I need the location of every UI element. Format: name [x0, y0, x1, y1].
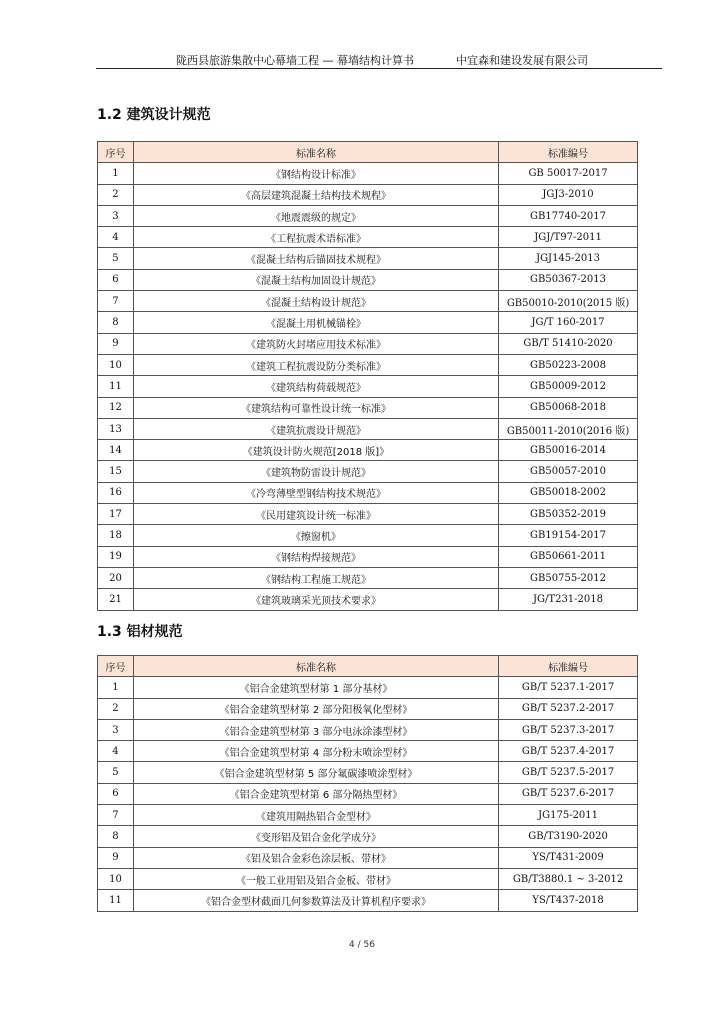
standard-name: 《铝合金型材截面几何参数算法及计算机程序要求》 [133, 890, 498, 911]
row-number: 14 [98, 440, 134, 461]
table-row [98, 677, 638, 698]
page-number: 4 / 56 [349, 940, 375, 950]
row-number: 4 [98, 227, 134, 248]
standard-name: 《铝合金建筑型材第 1 部分基材》 [133, 677, 498, 698]
table-row [98, 525, 638, 546]
row-number: 10 [98, 868, 134, 889]
standard-name: 《建筑物防雷设计规范》 [133, 461, 498, 482]
table-row [98, 847, 638, 868]
table-row [98, 269, 638, 290]
standard-code: GB19154-2017 [499, 525, 638, 546]
row-number: 10 [98, 354, 134, 375]
standard-code: GB50011-2010(2016 版) [499, 418, 638, 439]
standard-code: GB/T 5237.1-2017 [499, 677, 638, 698]
building-codes-table [97, 141, 638, 611]
standard-code: GB/T 5237.3-2017 [499, 719, 638, 740]
standard-code: JG/T231-2018 [499, 589, 638, 610]
row-number: 4 [98, 741, 134, 762]
table-row [98, 333, 638, 354]
standard-code: GB50018-2002 [499, 482, 638, 503]
standard-name: 《工程抗震术语标准》 [133, 227, 498, 248]
standard-name: 《冷弯薄壁型钢结构技术规范》 [133, 482, 498, 503]
table-row [98, 719, 638, 740]
standard-name: 《建筑设计防火规范[2018 版]》 [133, 440, 498, 461]
standard-name: 《钢结构焊接规范》 [133, 546, 498, 567]
table-row [98, 741, 638, 762]
section-title-aluminum-codes: 1.3 铝材规范 [97, 624, 183, 640]
row-number: 9 [98, 847, 134, 868]
table-row [98, 418, 638, 439]
standard-code: JG/T 160-2017 [499, 312, 638, 333]
standard-name: 《建筑结构荷载规范》 [133, 376, 498, 397]
table-row [98, 890, 638, 911]
standard-name: 《铝合金建筑型材第 3 部分电泳涂漆型材》 [133, 719, 498, 740]
row-number: 2 [98, 698, 134, 719]
standard-code: GB/T 5237.2-2017 [499, 698, 638, 719]
table-header-row [98, 142, 638, 163]
standard-name: 《混凝土结构设计规范》 [133, 291, 498, 312]
standard-code: GB50755-2012 [499, 567, 638, 588]
standard-name: 《擦窗机》 [133, 525, 498, 546]
standard-code: GB17740-2017 [499, 205, 638, 226]
aluminum-codes-table [97, 655, 638, 912]
row-number: 6 [98, 783, 134, 804]
row-number: 13 [98, 418, 134, 439]
row-number: 15 [98, 461, 134, 482]
row-number: 16 [98, 482, 134, 503]
table-row [98, 205, 638, 226]
company-name: 中宜森和建设发展有限公司 [456, 54, 588, 67]
document-title: 陇西县旅游集散中心幕墙工程 — 幕墙结构计算书 [176, 54, 414, 67]
table-row [98, 184, 638, 205]
standard-code: GB/T3880.1 ~ 3-2012 [499, 868, 638, 889]
standard-name: 《钢结构设计标准》 [133, 163, 498, 184]
standard-name: 《铝合金建筑型材第 4 部分粉末喷涂型材》 [133, 741, 498, 762]
standard-name: 《混凝土结构后锚固技术规程》 [133, 248, 498, 269]
row-number: 19 [98, 546, 134, 567]
standard-name: 《高层建筑混凝土结构技术规程》 [133, 184, 498, 205]
standard-code: YS/T431-2009 [499, 847, 638, 868]
table-row [98, 482, 638, 503]
standard-name: 《民用建筑设计统一标准》 [133, 504, 498, 525]
column-header-name: 标准名称 [133, 142, 498, 163]
standard-code: GB/T 5237.5-2017 [499, 762, 638, 783]
table-row [98, 762, 638, 783]
standard-name: 《钢结构工程施工规范》 [133, 567, 498, 588]
table-row [98, 461, 638, 482]
table-row [98, 546, 638, 567]
table-row [98, 567, 638, 588]
row-number: 3 [98, 719, 134, 740]
standard-name: 《铝及铝合金彩色涂层板、带材》 [133, 847, 498, 868]
table-row [98, 868, 638, 889]
section-title-building-codes: 1.2 建筑设计规范 [97, 107, 211, 123]
row-number: 1 [98, 677, 134, 698]
row-number: 3 [98, 205, 134, 226]
row-number: 7 [98, 291, 134, 312]
standard-name: 《变形铝及铝合金化学成分》 [133, 826, 498, 847]
table-row [98, 291, 638, 312]
standard-name: 《建筑防火封堵应用技术标准》 [133, 333, 498, 354]
standard-code: GB50010-2010(2015 版) [499, 291, 638, 312]
table-row [98, 354, 638, 375]
table-row [98, 376, 638, 397]
row-number: 21 [98, 589, 134, 610]
table-row [98, 440, 638, 461]
standard-code: GB50223-2008 [499, 354, 638, 375]
row-number: 11 [98, 376, 134, 397]
standard-code: JGJ3-2010 [499, 184, 638, 205]
page-header [96, 52, 662, 69]
standard-name: 《地震震级的规定》 [133, 205, 498, 226]
table-row [98, 397, 638, 418]
standard-name: 《建筑玻璃采光顶技术要求》 [133, 589, 498, 610]
row-number: 5 [98, 762, 134, 783]
row-number: 12 [98, 397, 134, 418]
standard-name: 《一般工业用铝及铝合金板、带材》 [133, 868, 498, 889]
standard-code: GB/T 5237.4-2017 [499, 741, 638, 762]
column-header-no: 序号 [98, 656, 134, 677]
standard-code: JG175-2011 [499, 805, 638, 826]
standard-code: JGJ/T97-2011 [499, 227, 638, 248]
column-header-code: 标准编号 [499, 142, 638, 163]
row-number: 8 [98, 312, 134, 333]
standard-code: GB50352-2019 [499, 504, 638, 525]
table-row [98, 589, 638, 610]
row-number: 8 [98, 826, 134, 847]
standard-name: 《建筑抗震设计规范》 [133, 418, 498, 439]
standard-code: GB/T3190-2020 [499, 826, 638, 847]
standard-code: GB/T 5237.6-2017 [499, 783, 638, 804]
standard-code: GB/T 51410-2020 [499, 333, 638, 354]
standard-name: 《铝合金建筑型材第 2 部分阳极氧化型材》 [133, 698, 498, 719]
table-header-row [98, 656, 638, 677]
standard-code: GB50016-2014 [499, 440, 638, 461]
standard-code: GB50057-2010 [499, 461, 638, 482]
standard-name: 《混凝土结构加固设计规范》 [133, 269, 498, 290]
standard-code: GB50367-2013 [499, 269, 638, 290]
row-number: 5 [98, 248, 134, 269]
row-number: 9 [98, 333, 134, 354]
row-number: 7 [98, 805, 134, 826]
row-number: 6 [98, 269, 134, 290]
table-row [98, 783, 638, 804]
standard-name: 《铝合金建筑型材第 6 部分隔热型材》 [133, 783, 498, 804]
standard-name: 《建筑结构可靠性设计统一标准》 [133, 397, 498, 418]
standard-code: GB50068-2018 [499, 397, 638, 418]
standard-name: 《混凝土用机械锚栓》 [133, 312, 498, 333]
row-number: 18 [98, 525, 134, 546]
standard-name: 《铝合金建筑型材第 5 部分氟碳漆喷涂型材》 [133, 762, 498, 783]
row-number: 1 [98, 163, 134, 184]
table-row [98, 163, 638, 184]
table-row [98, 227, 638, 248]
row-number: 11 [98, 890, 134, 911]
standard-name: 《建筑用隔热铝合金型材》 [133, 805, 498, 826]
row-number: 17 [98, 504, 134, 525]
table-row [98, 248, 638, 269]
column-header-no: 序号 [98, 142, 134, 163]
column-header-name: 标准名称 [133, 656, 498, 677]
table-row [98, 504, 638, 525]
standard-code: JGJ145-2013 [499, 248, 638, 269]
row-number: 2 [98, 184, 134, 205]
table-row [98, 698, 638, 719]
table-row [98, 826, 638, 847]
table-row [98, 312, 638, 333]
standard-code: GB50661-2011 [499, 546, 638, 567]
standard-name: 《建筑工程抗震设防分类标准》 [133, 354, 498, 375]
standard-code: YS/T437-2018 [499, 890, 638, 911]
table-row [98, 805, 638, 826]
standard-code: GB 50017-2017 [499, 163, 638, 184]
standard-code: GB50009-2012 [499, 376, 638, 397]
column-header-code: 标准编号 [499, 656, 638, 677]
row-number: 20 [98, 567, 134, 588]
